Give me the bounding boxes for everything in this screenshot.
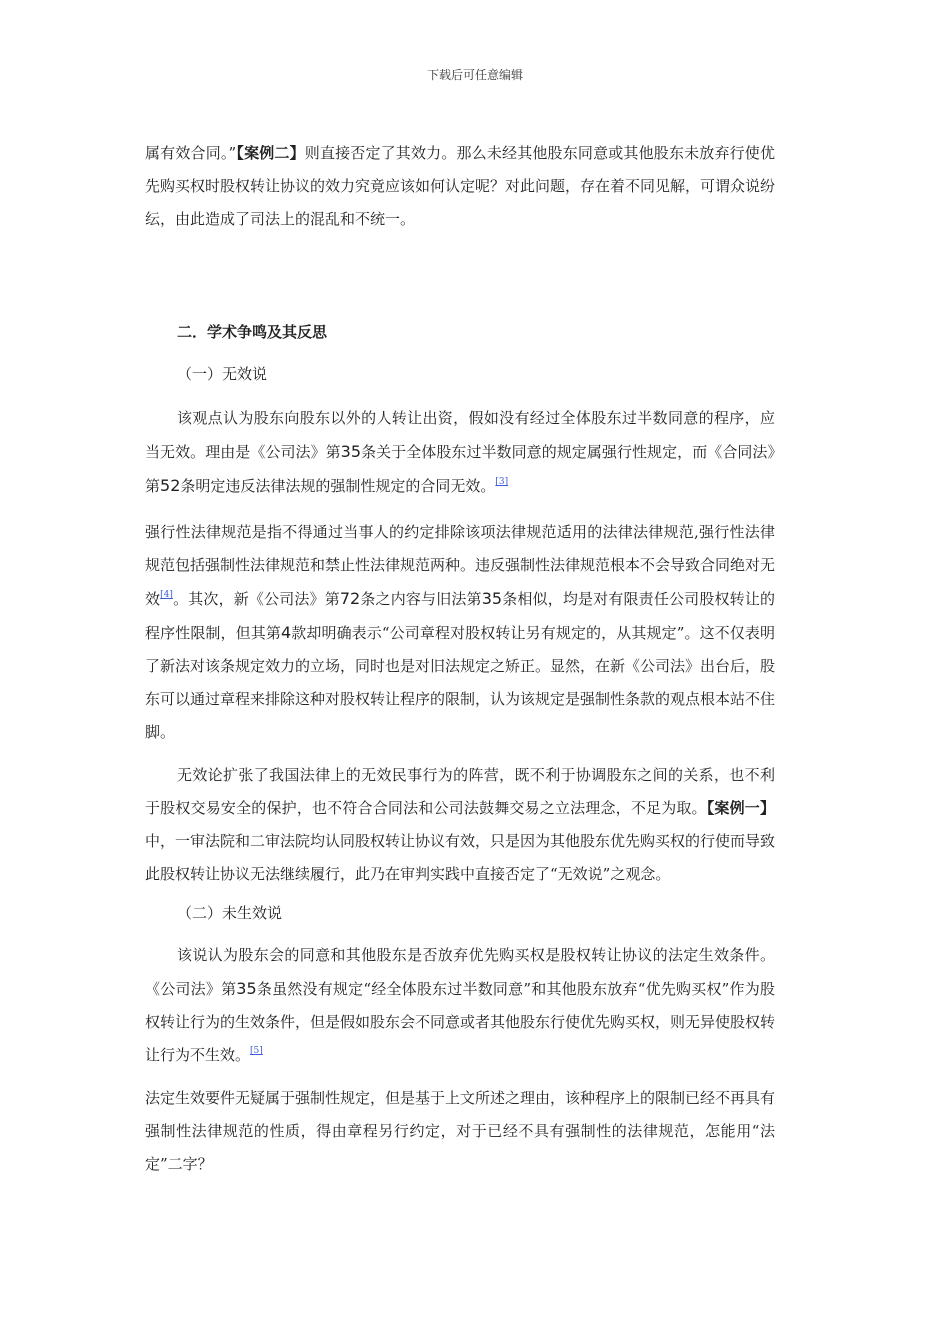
paragraph-text: 。其次，新《公司法》第 <box>172 590 340 608</box>
footnote-link[interactable]: [5] <box>250 1046 263 1056</box>
case-reference: 【案例一】 <box>706 799 775 817</box>
paragraph-mandatory-norms <box>145 516 775 749</box>
footnote-link[interactable]: [3] <box>495 477 509 487</box>
document-body <box>145 137 775 1181</box>
case-reference: 【案例二】 <box>236 144 305 162</box>
paragraph-not-effective-theory <box>145 939 775 1072</box>
paragraph-intro <box>145 137 775 236</box>
article-number: 35 <box>236 979 257 998</box>
paragraph-text: 条虽然没有规定“经全体股东过半数同意”和其他股东放弃“优先购买权”作为股权转让行为的生效条件，但是假如股东会不同意或者其他股东行使优先购买权，则无异使股权转让行为不生效。 <box>145 980 776 1064</box>
subsection-heading-not-effective: （二）未生效说 <box>177 904 283 922</box>
paragraph-invalid-theory <box>145 402 775 503</box>
section-heading: 二．学术争鸣及其反思 <box>177 323 328 341</box>
paragraph-text: 该说认为股东会的同意和其他股东是否放弃优先购买权是股权转让协议的法定生效条件。《公司法》第 <box>145 946 775 998</box>
subsection-heading-invalid: （一）无效说 <box>177 365 268 383</box>
paragraph-text: 条相似，均是对有限责任公司股权转让的程序性限制，但其第 <box>145 590 775 642</box>
paragraph-text: 无效论扩张了我国法律上的无效民事行为的阵营，既不利于协调股东之间的关系，也不利于股权交易安全的保护，也不符合合同法和公司法鼓舞交易之立法理念，不足为取。 <box>145 766 775 817</box>
paragraph-text: 强行性法律规范是指不得通过当事人的约定排除该项法律规范适用的法律法律规范,强行性法律规范包括强制性法律规范和禁止性法律规范两种。违反强制性法律规范根本不会导致合同绝对无效 <box>145 523 776 608</box>
article-number: 35 <box>340 442 362 461</box>
paragraph-text: 款却明确表示“公司章程对股权转让另有规定的，从其规定”。这不仅表明了新法对该条规定效力的立场，同时也是对旧法规定之矫正。显然，在新《公司法》出台后，股东可以通过章程来排除这种对股权转让程序的限制，认为该规定是强制性条款的观点根本站不住脚。 <box>145 624 776 741</box>
article-number: 4 <box>280 623 292 642</box>
paragraph-critique <box>145 759 775 891</box>
paragraph-text: 条明定违反法律法规的强制性规定的合同无效。 <box>180 477 496 495</box>
paragraph-text: 条之内容与旧法第 <box>360 590 482 608</box>
paragraph-text: 则直接否定了其效力。那么未经其他股东同意或其他股东未放弃行使优先购买权时股权转让协议的效力究竟应该如何认定呢？对此问题，存在着不同见解，可谓众说纷纭，由此造成了司法上的混乱和不统一。 <box>145 144 776 228</box>
article-number: 52 <box>160 476 181 495</box>
paragraph-text: 该观点认为股东向股东以外的人转让出资，假如没有经过全体股东过半数同意的程序，应当无效。理由是《公司法》第 <box>145 409 775 461</box>
paragraph-text: 中，一审法院和二审法院均认同股权转让协议有效，只是因为其他股东优先购买权的行使而导致此股权转让协议无法继续履行，此乃在审判实践中直接否定了“无效说”之观念。 <box>145 832 776 883</box>
paragraph-statutory-conditions: 法定生效要件无疑属于强制性规定，但是基于上文所述之理由，该种程序上的限制已经不再具有强制性法律规范的性质，得由章程另行约定，对于已经不具有强制性的法律规范，怎能用“法定”二字？ <box>145 1089 776 1173</box>
article-number: 35 <box>481 589 503 608</box>
paragraph-text: 属有效合同。” <box>145 144 237 162</box>
footnote-link[interactable]: [4] <box>160 590 173 600</box>
paragraph-text: 条关于全体股东过半数同意的规定属强行性规定，而《合同法》第 <box>145 443 775 495</box>
page-header: 下载后可任意编辑 <box>426 68 523 82</box>
article-number: 72 <box>339 589 361 608</box>
